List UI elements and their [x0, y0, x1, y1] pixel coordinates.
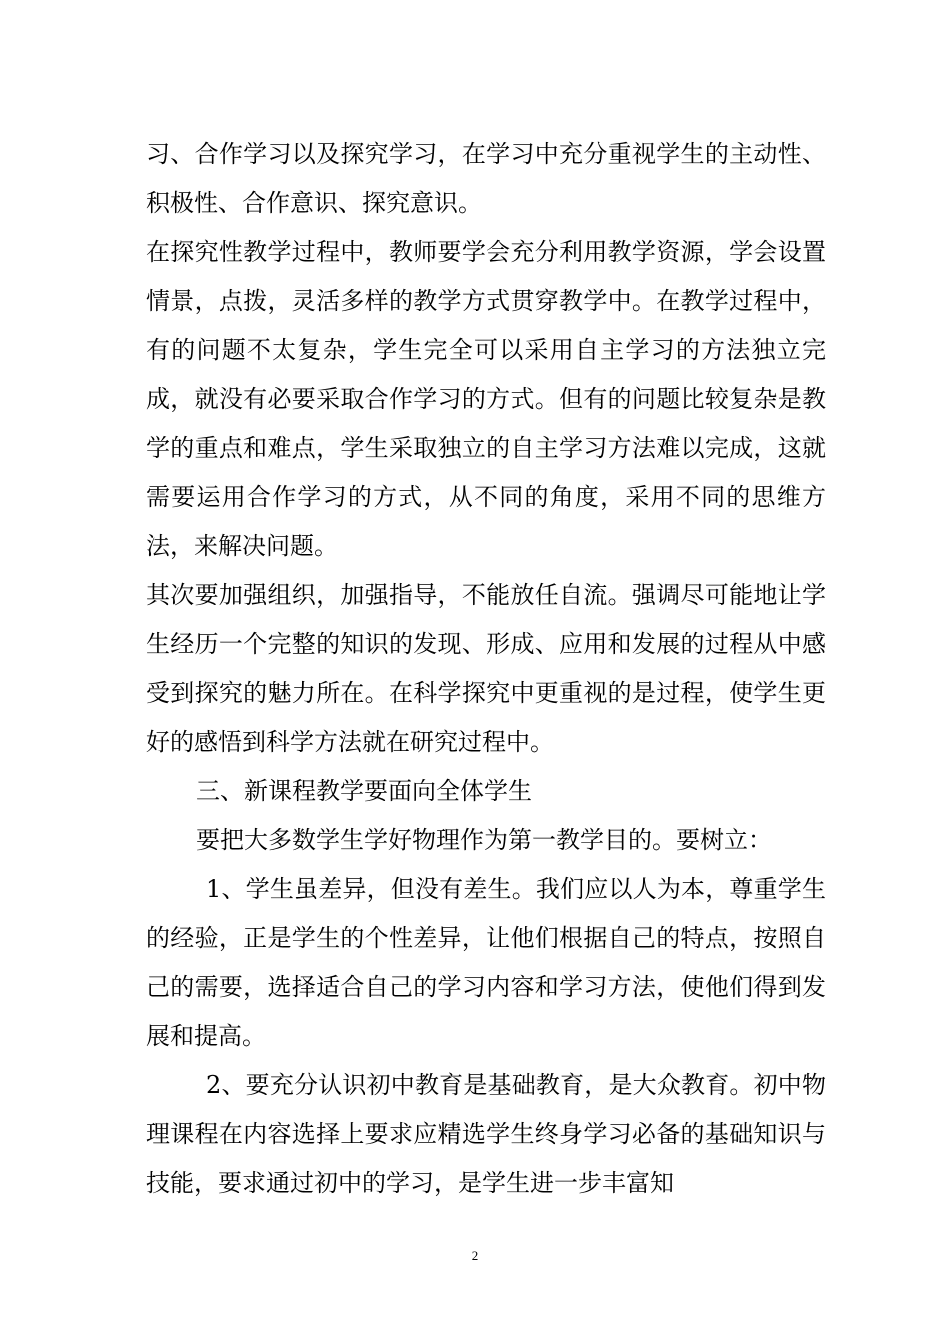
paragraph-continuation: 习、合作学习以及探究学习，在学习中充分重视学生的主动性、积极性、合作意识、探究意识。 — [146, 140, 826, 217]
page-number: 2 — [471, 1248, 479, 1263]
section-heading: 三、新课程教学要面向全体学生 — [196, 777, 532, 805]
body-text — [146, 130, 826, 1208]
list-item-1: 1、学生虽差异，但没有差生。我们应以人为本，尊重学生的经验，正是学生的个性差异，让他们根据自己的特点，按照自己的需要，选择适合自己的学习内容和学习方法，使他们得到发展和提高。 — [146, 875, 826, 1050]
list-item-2: 2、要充分认识初中教育是基础教育，是大众教育。初中物理课程在内容选择上要求应精选学生终身学习必备的基础知识与技能，要求通过初中的学习，是学生进一步丰富知 — [146, 1071, 826, 1197]
paragraph-goal: 要把大多数学生学好物理作为第一教学目的。要树立： — [196, 826, 772, 854]
paragraph-inquiry-teaching: 在探究性教学过程中，教师要学会充分利用教学资源，学会设置情景，点拨，灵活多样的教学方式贯穿教学中。在教学过程中，有的问题不太复杂，学生完全可以采用自主学习的方法独立完成，就没有必要采取合作学习的方式。但有的问题比较复杂是教学的重点和难点，学生采取独立的自主学习方法难以完成，这就需要运用合作学习的方式，从不同的角度，采用不同的思维方法，来解决问题。 — [146, 238, 826, 560]
paragraph-organization: 其次要加强组织，加强指导，不能放任自流。强调尽可能地让学生经历一个完整的知识的发现、形成、应用和发展的过程从中感受到探究的魅力所在。在科学探究中更重视的是过程，使学生更好的感悟到科学方法就在研究过程中。 — [146, 581, 826, 756]
